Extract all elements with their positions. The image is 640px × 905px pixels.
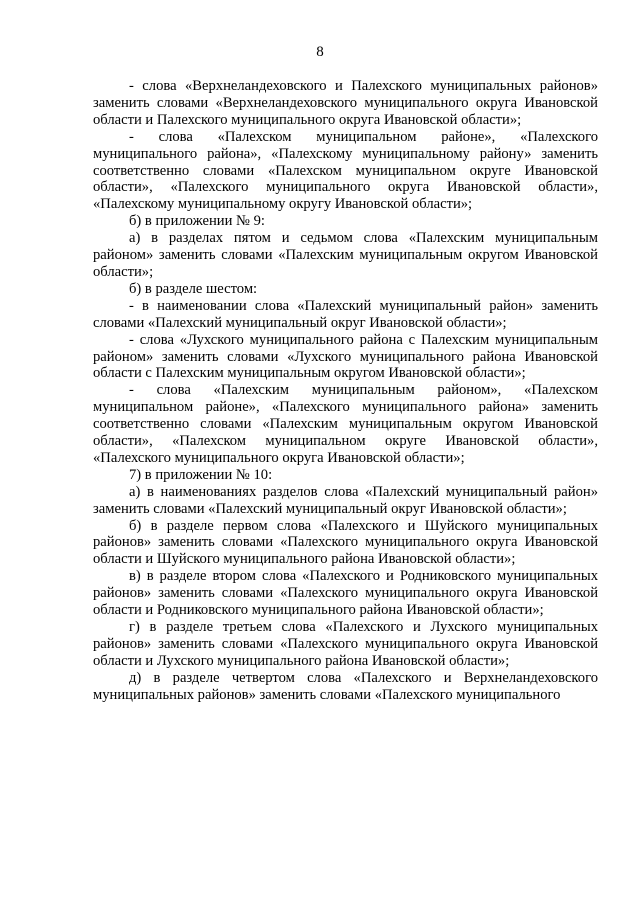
paragraph-1: - слова «Верхнеландеховского и Палехского муниципальных районов» заменить словами «Верхнеландеховского муниципального округа Ивановской области и Палехского муниципального округа Ивановской области»; <box>93 78 598 128</box>
paragraph-14: д) в разделе четвертом слова «Палехского и Верхнеландеховского муниципальных районов» заменить словами «Палехского муниципального <box>93 669 598 703</box>
paragraph-7: - слова «Лухского муниципального района с Палехским муниципальным районом» заменить словами «Лухского муниципального района Ивановской области с Палехским муниципальным округом Ивановской области»; <box>93 331 598 382</box>
paragraph-5: б) в разделе шестом: <box>129 280 258 297</box>
paragraph-2: - слова «Палехском муниципальном районе», «Палехского муниципального района», «Палехскому муниципальному району» заменить соответственно словами «Палехском муниципальном округе Ивановской области», «Палехского муниципального округа Ивановской области», «Палехскому муниципальному округу Ивановской области»; <box>93 128 598 213</box>
paragraph-10: а) в наименованиях разделов слова «Палехский муниципальный район» заменить словами «Палехский муниципальный округ Ивановской области»; <box>93 483 598 517</box>
paragraph-6: - в наименовании слова «Палехский муниципальный район» заменить словами «Палехский муниципальный округ Ивановской области»; <box>93 297 598 331</box>
paragraph-3: б) в приложении № 9: <box>129 213 265 230</box>
paragraph-9: 7) в приложении № 10: <box>129 466 273 483</box>
paragraph-11: б) в разделе первом слова «Палехского и Шуйского муниципальных районов» заменить словами «Палехского муниципального округа Ивановской области и Шуйского муниципального района Ивановской области»; <box>93 517 598 568</box>
paragraph-13: г) в разделе третьем слова «Палехского и Лухского муниципальных районов» заменить словами «Палехского муниципального округа Ивановской области и Лухского муниципального района Ивановской области»; <box>93 619 598 669</box>
paragraph-12: в) в разделе втором слова «Палехского и Родниковского муниципальных районов» заменить словами «Палехского муниципального округа Ивановской области и Родниковского муниципального района Ивановской области»; <box>93 568 598 619</box>
paragraph-4: а) в разделах пятом и седьмом слова «Палехским муниципальным районом» заменить словами «Палехским муниципальным округом Ивановской области»; <box>93 230 598 280</box>
paragraph-8: - слова «Палехским муниципальным районом», «Палехском муниципальном районе», «Палехского муниципального района» заменить соответственно словами «Палехским муниципальным округом Ивановской области», «Палехском муниципальном округе Ивановской области», «Палехского муниципального округа Ивановской области»; <box>93 382 598 466</box>
document-body <box>93 78 598 704</box>
page-number: 8 <box>316 44 324 60</box>
